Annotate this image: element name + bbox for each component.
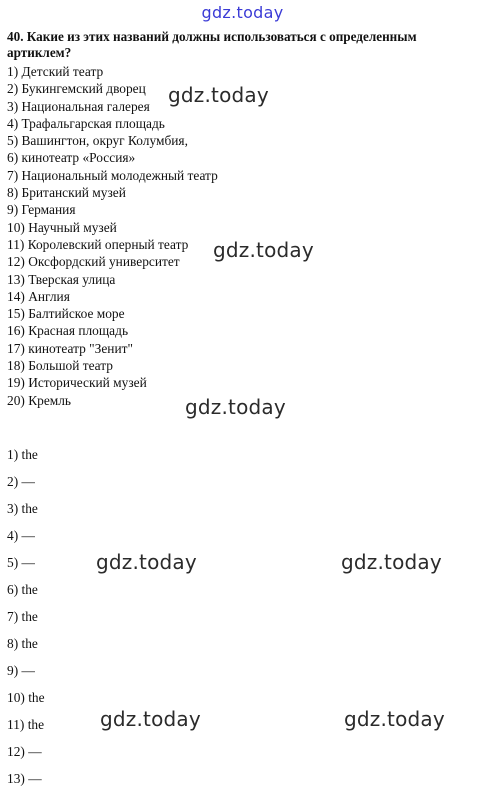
list-item: 12) Оксфордский университет: [7, 254, 180, 270]
question-title: 40. Какие из этих названий должны использоваться с определенным артиклем?: [7, 29, 417, 60]
answer-item: 8) the: [7, 636, 38, 651]
list-item: 15) Балтийское море: [7, 306, 125, 322]
list-item: 4) Трафальгарская площадь: [7, 115, 165, 131]
names-list: [7, 63, 218, 409]
watermark: gdz.today: [344, 707, 445, 731]
list-item: 18) Большой театр: [7, 358, 113, 374]
answer-item: 12) —: [7, 744, 42, 759]
list-item: 20) Кремль: [7, 392, 72, 408]
list-item: 2) Букингемский дворец: [7, 81, 146, 97]
list-item: 8) Британский музей: [7, 185, 126, 201]
watermark: gdz.today: [100, 707, 201, 731]
list-item: 3) Национальная галерея: [7, 98, 150, 114]
list-item: 11) Королевский оперный театр: [7, 236, 189, 252]
answer-item: 1) the: [7, 447, 38, 462]
answer-item: 3) the: [7, 501, 38, 516]
list-item: 1) Детский театр: [7, 64, 104, 79]
answer-item: 10) the: [7, 690, 45, 705]
list-item: 5) Вашингтон, округ Колумбия,: [7, 133, 188, 149]
watermark: gdz.today: [168, 83, 269, 107]
watermark: gdz.today: [213, 238, 314, 262]
list-item: 16) Красная площадь: [7, 323, 129, 339]
answer-item: 11) the: [7, 717, 45, 732]
site-logo: gdz.today: [201, 3, 284, 22]
list-item: 7) Национальный молодежный театр: [7, 167, 218, 183]
list-item: 17) кинотеатр "Зенит": [7, 340, 133, 356]
list-item: 6) кинотеатр «Россия»: [7, 150, 136, 166]
watermark: gdz.today: [185, 395, 286, 419]
list-item: 14) Англия: [7, 288, 70, 304]
list-item: 10) Научный музей: [7, 219, 117, 235]
answer-item: 9) —: [7, 663, 35, 678]
watermark: gdz.today: [96, 550, 197, 574]
watermark: gdz.today: [341, 550, 442, 574]
list-item: 19) Исторический музей: [7, 375, 147, 391]
answer-item: 6) the: [7, 582, 38, 597]
answer-item: 5) —: [7, 555, 35, 570]
answer-item: 4) —: [7, 528, 35, 543]
list-item: 13) Тверская улица: [7, 271, 116, 287]
answers-list: [7, 441, 45, 792]
answer-item: 13) —: [7, 771, 42, 786]
answer-item: 2) —: [7, 474, 35, 489]
answer-item: 7) the: [7, 609, 38, 624]
list-item: 9) Германия: [7, 202, 76, 218]
